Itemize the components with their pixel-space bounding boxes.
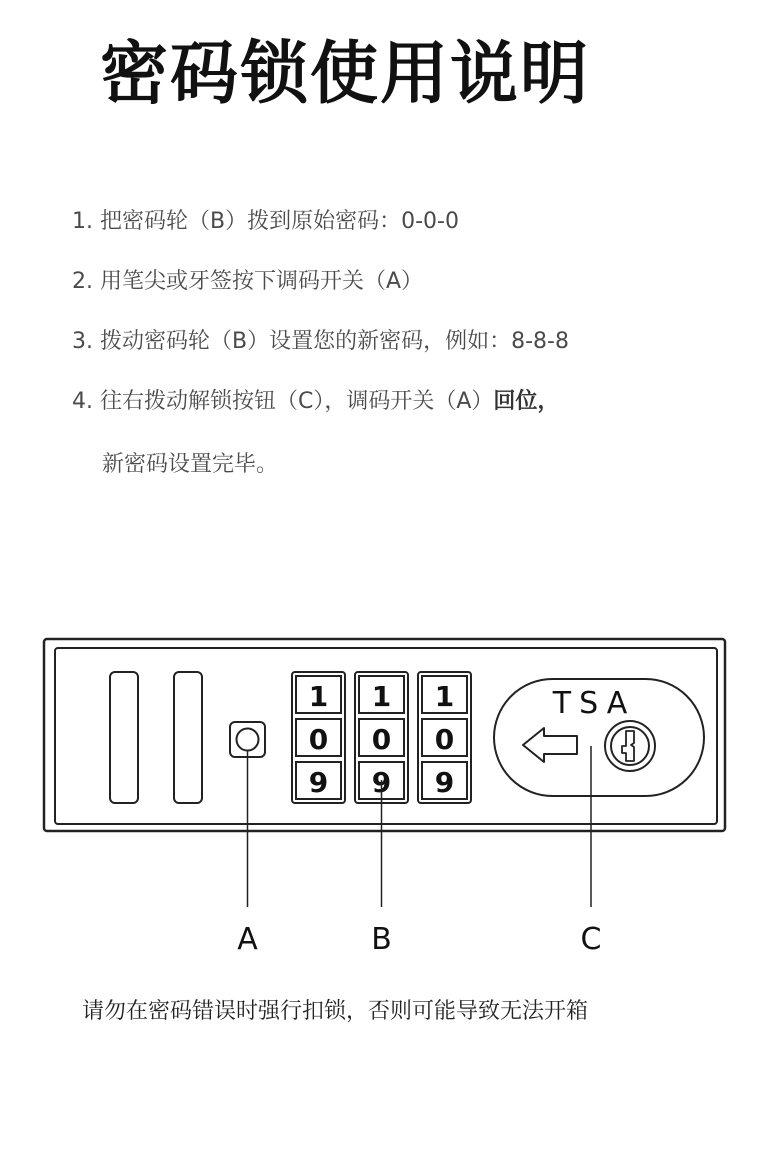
step-text: 用笔尖或牙签按下调码开关（A） (100, 269, 424, 294)
dial-3 (418, 672, 471, 803)
lock-diagram (0, 620, 764, 960)
dial-3-bottom-digit: 9 (434, 766, 455, 799)
dial-2-bottom-digit: 9 (371, 766, 392, 799)
dial-2-top-digit: 1 (371, 680, 392, 713)
step-number: 2. (72, 269, 93, 294)
step-text: 拨动密码轮（B）设置您的新密码，例如：8-8-8 (100, 329, 569, 354)
step-2 (72, 260, 569, 320)
dial-3-top-digit: 1 (434, 680, 455, 713)
dial-2-mid-digit: 0 (371, 723, 392, 756)
instruction-list (72, 200, 569, 440)
label-c: C (580, 922, 602, 957)
step-number: 4. (72, 389, 93, 414)
dial-1 (292, 672, 345, 803)
step-4-continuation: 新密码设置完毕。 (102, 452, 279, 477)
slot-right (174, 672, 202, 803)
step-1 (72, 200, 569, 260)
dial-1-mid-digit: 0 (308, 723, 329, 756)
dial-3-mid-digit: 0 (434, 723, 455, 756)
step-text-strong: 回位， (493, 389, 560, 414)
warning-text: 请勿在密码错误时强行扣锁，否则可能导致无法开箱 (82, 999, 589, 1024)
arrow-left-icon (523, 728, 577, 762)
page-title: 密码锁使用说明 (100, 35, 591, 114)
slot-left (110, 672, 138, 803)
label-b: B (371, 922, 392, 957)
reset-button-a-hole (237, 729, 259, 751)
step-text: 往右拨动解锁按钮（C），调码开关（A） (100, 389, 494, 414)
step-3 (72, 320, 569, 380)
dial-1-bottom-digit: 9 (308, 766, 329, 799)
label-a: A (237, 922, 258, 957)
step-number: 3. (72, 329, 93, 354)
step-number: 1. (72, 209, 93, 234)
tsa-label: TSA (552, 686, 636, 721)
step-text: 把密码轮（B）拨到原始密码：0-0-0 (100, 209, 459, 234)
key-lock-icon (605, 721, 655, 771)
step-4 (72, 380, 569, 440)
dial-1-top-digit: 1 (308, 680, 329, 713)
